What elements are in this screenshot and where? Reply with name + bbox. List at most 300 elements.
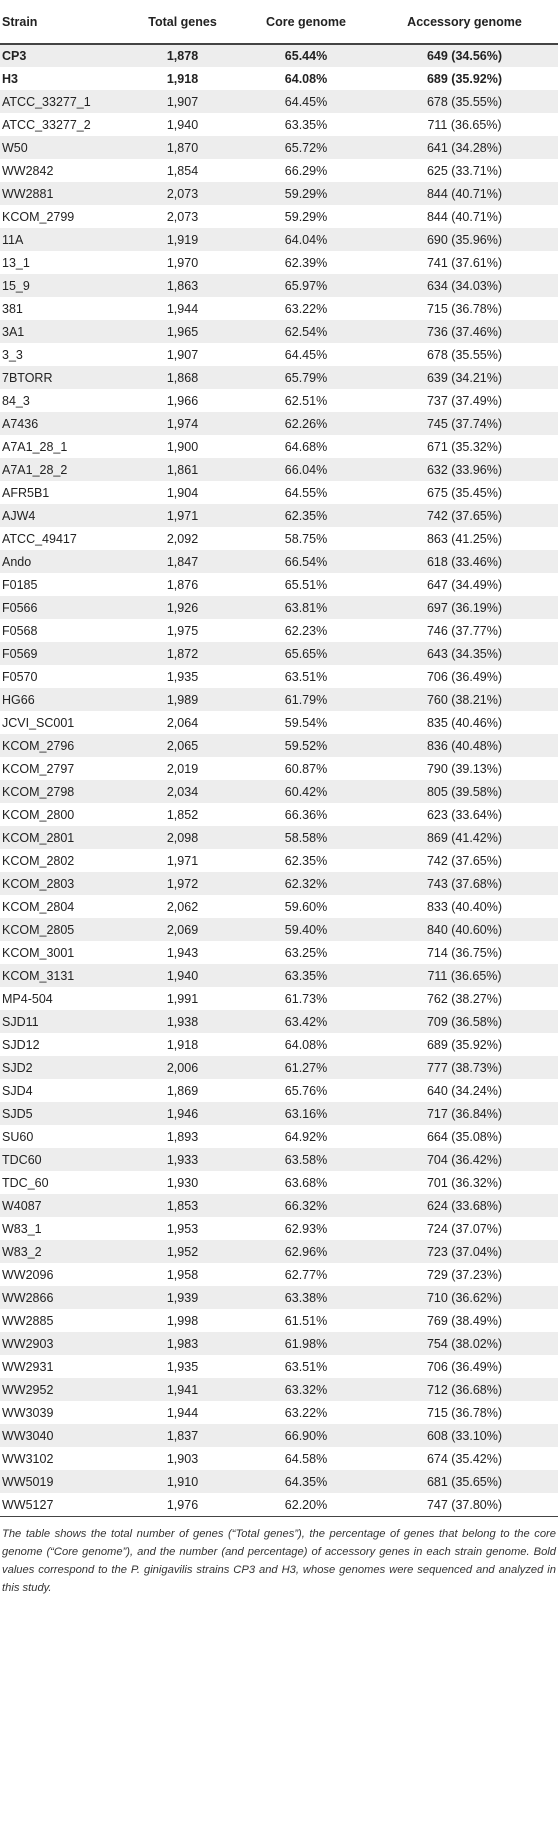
cell-core-genome: 59.29%: [284, 186, 328, 201]
cell-total-genes: 1,974: [166, 416, 199, 431]
cell-core-genome: 59.54%: [284, 715, 328, 730]
cell-strain: WW2931: [2, 1359, 54, 1374]
cell-total-genes: 2,073: [166, 186, 199, 201]
cell-core-genome: 63.35%: [284, 968, 328, 983]
cell-core-genome: 64.08%: [284, 1037, 328, 1052]
cell-strain: KCOM_2801: [2, 830, 75, 845]
cell-total-genes: 1,940: [166, 117, 199, 132]
cell-total-genes: 2,034: [166, 784, 199, 799]
cell-strain: H3: [2, 71, 18, 86]
cell-strain: CP3: [2, 49, 27, 63]
table-row: [0, 274, 558, 297]
cell-accessory-genome: 709 (36.58%): [426, 1014, 503, 1029]
cell-accessory-genome: 701 (36.32%): [426, 1175, 503, 1190]
cell-core-genome: 64.08%: [284, 71, 328, 86]
cell-strain: SJD5: [2, 1106, 33, 1121]
cell-accessory-genome: 844 (40.71%): [426, 209, 503, 224]
cell-core-genome: 63.16%: [284, 1106, 328, 1121]
cell-strain: KCOM_3131: [2, 968, 75, 983]
cell-accessory-genome: 714 (36.75%): [426, 945, 503, 960]
cell-accessory-genome: 689 (35.92%): [426, 71, 503, 86]
cell-strain: SU60: [2, 1129, 34, 1144]
cell-core-genome: 66.04%: [284, 462, 328, 477]
cell-strain: A7A1_28_2: [2, 462, 68, 477]
cell-accessory-genome: 769 (38.49%): [426, 1313, 503, 1328]
cell-accessory-genome: 790 (39.13%): [426, 761, 503, 776]
table-row: [0, 596, 558, 619]
cell-core-genome: 64.68%: [284, 439, 328, 454]
cell-strain: KCOM_2805: [2, 922, 75, 937]
table-row: [0, 113, 558, 136]
table-row: [0, 803, 558, 826]
cell-accessory-genome: 639 (34.21%): [426, 370, 503, 385]
cell-total-genes: 1,940: [166, 968, 199, 983]
table-row: [0, 872, 558, 895]
cell-strain: KCOM_2798: [2, 784, 75, 799]
cell-total-genes: 1,983: [166, 1336, 199, 1351]
cell-strain: ATCC_33277_1: [2, 94, 91, 109]
cell-core-genome: 65.51%: [284, 577, 328, 592]
cell-total-genes: 1,944: [166, 301, 199, 316]
cell-accessory-genome: 641 (34.28%): [426, 140, 503, 155]
table-row: [0, 67, 558, 90]
cell-core-genome: 64.55%: [284, 485, 328, 500]
cell-core-genome: 62.35%: [284, 853, 328, 868]
cell-core-genome: 63.38%: [284, 1290, 328, 1305]
cell-accessory-genome: 762 (38.27%): [426, 991, 503, 1006]
cell-strain: KCOM_2804: [2, 899, 75, 914]
table-row: [0, 412, 558, 435]
cell-core-genome: 65.97%: [284, 278, 328, 293]
cell-total-genes: 1,933: [166, 1152, 199, 1167]
cell-core-genome: 62.35%: [284, 508, 328, 523]
cell-core-genome: 63.32%: [284, 1382, 328, 1397]
table-row: [0, 1286, 558, 1309]
table-row: [0, 1033, 558, 1056]
cell-core-genome: 63.35%: [284, 117, 328, 132]
table-row: [0, 435, 558, 458]
cell-core-genome: 65.79%: [284, 370, 328, 385]
table-row: [0, 987, 558, 1010]
cell-accessory-genome: 710 (36.62%): [426, 1290, 503, 1305]
cell-total-genes: 2,019: [166, 761, 199, 776]
cell-strain: Ando: [2, 554, 32, 569]
cell-core-genome: 60.42%: [284, 784, 328, 799]
cell-total-genes: 1,872: [166, 646, 199, 661]
cell-accessory-genome: 746 (37.77%): [426, 623, 503, 638]
table-row: [0, 1332, 558, 1355]
cell-total-genes: 2,062: [166, 899, 199, 914]
cell-accessory-genome: 729 (37.23%): [426, 1267, 503, 1282]
cell-total-genes: 1,989: [166, 692, 199, 707]
cell-total-genes: 1,930: [166, 1175, 199, 1190]
cell-accessory-genome: 623 (33.64%): [426, 807, 503, 822]
cell-total-genes: 1,852: [166, 807, 199, 822]
cell-accessory-genome: 869 (41.42%): [426, 830, 503, 845]
cell-core-genome: 64.58%: [284, 1451, 328, 1466]
cell-total-genes: 1,854: [166, 163, 199, 178]
table-row: [0, 1148, 558, 1171]
cell-total-genes: 2,092: [166, 531, 199, 546]
cell-accessory-genome: 711 (36.65%): [427, 968, 502, 983]
cell-strain: 84_3: [2, 393, 30, 408]
table-row: [0, 1309, 558, 1332]
cell-core-genome: 62.23%: [284, 623, 328, 638]
cell-core-genome: 62.54%: [284, 324, 328, 339]
cell-strain: 381: [2, 301, 23, 316]
cell-strain: WW2903: [2, 1336, 54, 1351]
cell-accessory-genome: 678 (35.55%): [426, 347, 503, 362]
cell-total-genes: 1,918: [166, 71, 199, 86]
cell-total-genes: 2,073: [166, 209, 199, 224]
cell-core-genome: 62.39%: [284, 255, 328, 270]
cell-strain: TDC60: [2, 1152, 42, 1167]
cell-accessory-genome: 863 (41.25%): [426, 531, 503, 546]
cell-strain: SJD12: [2, 1037, 40, 1052]
cell-accessory-genome: 634 (34.03%): [426, 278, 503, 293]
table-row: [0, 1217, 558, 1240]
cell-accessory-genome: 711 (36.65%): [427, 117, 502, 132]
table-row: [0, 757, 558, 780]
cell-total-genes: 1,938: [166, 1014, 199, 1029]
cell-core-genome: 63.68%: [284, 1175, 328, 1190]
cell-core-genome: 60.87%: [284, 761, 328, 776]
table-row: [0, 895, 558, 918]
cell-total-genes: 1,943: [166, 945, 199, 960]
table-row: [0, 44, 558, 67]
cell-strain: KCOM_2797: [2, 761, 75, 776]
cell-core-genome: 65.65%: [284, 646, 328, 661]
table-row: [0, 1424, 558, 1447]
cell-accessory-genome: 704 (36.42%): [426, 1152, 503, 1167]
cell-accessory-genome: 697 (36.19%): [426, 600, 503, 615]
cell-core-genome: 58.58%: [284, 830, 328, 845]
table-row: [0, 711, 558, 734]
cell-core-genome: 58.75%: [284, 531, 328, 546]
cell-accessory-genome: 777 (38.73%): [426, 1060, 503, 1075]
cell-accessory-genome: 647 (34.49%): [426, 577, 503, 592]
cell-strain: W4087: [2, 1198, 42, 1213]
cell-core-genome: 66.36%: [284, 807, 328, 822]
cell-accessory-genome: 833 (40.40%): [426, 899, 503, 914]
table-row: [0, 159, 558, 182]
cell-core-genome: 61.98%: [284, 1336, 328, 1351]
cell-total-genes: 1,966: [166, 393, 199, 408]
table-row: [0, 1355, 558, 1378]
cell-total-genes: 2,098: [166, 830, 199, 845]
cell-core-genome: 63.22%: [284, 301, 328, 316]
cell-core-genome: 62.20%: [284, 1497, 328, 1512]
cell-strain: F0185: [2, 577, 38, 592]
table-row: [0, 320, 558, 343]
cell-total-genes: 1,919: [166, 232, 199, 247]
cell-core-genome: 62.51%: [284, 393, 328, 408]
cell-accessory-genome: 618 (33.46%): [426, 554, 503, 569]
cell-strain: JCVI_SC001: [2, 715, 75, 730]
cell-total-genes: 1,853: [166, 1198, 199, 1213]
cell-core-genome: 63.51%: [284, 669, 328, 684]
cell-accessory-genome: 671 (35.32%): [426, 439, 503, 454]
cell-core-genome: 59.29%: [284, 209, 328, 224]
table-row: [0, 1378, 558, 1401]
cell-total-genes: 1,965: [166, 324, 199, 339]
cell-strain: WW3039: [2, 1405, 54, 1420]
cell-strain: W50: [2, 140, 28, 155]
cell-strain: AFR5B1: [2, 485, 50, 500]
cell-strain: MP4-504: [2, 991, 53, 1006]
cell-total-genes: 1,876: [166, 577, 199, 592]
table-body: [0, 44, 558, 1516]
table-footnote: The table shows the total number of genes (“Total genes”), the percentage of genes that belong to the core genome (“Core genome”), and the number (and percentage) of accessory genes in each strain genome. Bold values correspond to the P. ginigavilis strains CP3 and H3, whose genomes were sequenced and analyzed in this study.: [0, 1516, 558, 1597]
cell-core-genome: 66.90%: [284, 1428, 328, 1443]
cell-total-genes: 1,837: [166, 1428, 199, 1443]
cell-total-genes: 1,903: [166, 1451, 199, 1466]
table-row: [0, 90, 558, 113]
cell-total-genes: 1,869: [166, 1083, 199, 1098]
cell-total-genes: 1,907: [166, 347, 199, 362]
cell-total-genes: 1,939: [166, 1290, 199, 1305]
cell-core-genome: 64.45%: [284, 94, 328, 109]
cell-accessory-genome: 706 (36.49%): [426, 669, 503, 684]
cell-strain: ATCC_33277_2: [2, 117, 91, 132]
cell-total-genes: 1,941: [166, 1382, 199, 1397]
cell-core-genome: 59.40%: [284, 922, 328, 937]
table-row: [0, 1010, 558, 1033]
table-row: [0, 619, 558, 642]
table-row: [0, 527, 558, 550]
table-row: [0, 1447, 558, 1470]
cell-total-genes: 1,907: [166, 94, 199, 109]
cell-accessory-genome: 754 (38.02%): [426, 1336, 503, 1351]
cell-strain: WW2885: [2, 1313, 54, 1328]
cell-core-genome: 61.27%: [284, 1060, 328, 1075]
table-row: [0, 504, 558, 527]
cell-core-genome: 65.76%: [284, 1083, 328, 1098]
cell-strain: F0570: [2, 669, 38, 684]
table-row: [0, 941, 558, 964]
cell-total-genes: 1,971: [166, 508, 199, 523]
table-row: [0, 665, 558, 688]
cell-accessory-genome: 643 (34.35%): [426, 646, 503, 661]
table-row: [0, 343, 558, 366]
cell-accessory-genome: 640 (34.24%): [426, 1083, 503, 1098]
table-row: [0, 550, 558, 573]
cell-strain: F0568: [2, 623, 38, 638]
table-row: [0, 1171, 558, 1194]
cell-core-genome: 63.22%: [284, 1405, 328, 1420]
cell-accessory-genome: 747 (37.80%): [426, 1497, 503, 1512]
table-row: [0, 1401, 558, 1424]
cell-accessory-genome: 649 (34.56%): [426, 49, 503, 63]
cell-strain: WW2881: [2, 186, 54, 201]
cell-core-genome: 62.77%: [284, 1267, 328, 1282]
cell-total-genes: 1,970: [166, 255, 199, 270]
cell-accessory-genome: 675 (35.45%): [426, 485, 503, 500]
cell-total-genes: 1,946: [166, 1106, 199, 1121]
cell-accessory-genome: 737 (37.49%): [426, 393, 503, 408]
cell-accessory-genome: 717 (36.84%): [426, 1106, 503, 1121]
cell-strain: A7A1_28_1: [2, 439, 68, 454]
cell-core-genome: 64.45%: [284, 347, 328, 362]
cell-strain: TDC_60: [2, 1175, 49, 1190]
table-row: [0, 1493, 558, 1516]
table-row: [0, 182, 558, 205]
table-row: [0, 228, 558, 251]
cell-strain: 15_9: [2, 278, 30, 293]
cell-strain: W83_1: [2, 1221, 42, 1236]
cell-strain: WW3040: [2, 1428, 54, 1443]
cell-strain: SJD11: [2, 1014, 39, 1029]
cell-strain: 3_3: [2, 347, 23, 362]
cell-strain: WW2842: [2, 163, 54, 178]
table-row: [0, 136, 558, 159]
cell-accessory-genome: 844 (40.71%): [426, 186, 503, 201]
cell-core-genome: 63.51%: [284, 1359, 328, 1374]
cell-accessory-genome: 724 (37.07%): [426, 1221, 503, 1236]
header-strain: Strain: [0, 0, 124, 44]
cell-accessory-genome: 836 (40.48%): [426, 738, 503, 753]
cell-total-genes: 1,878: [166, 49, 199, 63]
cell-strain: WW2952: [2, 1382, 54, 1397]
cell-core-genome: 63.25%: [284, 945, 328, 960]
cell-accessory-genome: 690 (35.96%): [426, 232, 503, 247]
header-core-genome: Core genome: [241, 0, 371, 44]
cell-total-genes: 2,006: [166, 1060, 199, 1075]
cell-accessory-genome: 625 (33.71%): [426, 163, 503, 178]
table-row: [0, 688, 558, 711]
cell-core-genome: 61.73%: [284, 991, 328, 1006]
cell-strain: W83_2: [2, 1244, 42, 1259]
table-row: [0, 251, 558, 274]
cell-accessory-genome: 723 (37.04%): [426, 1244, 503, 1259]
cell-total-genes: 1,944: [166, 1405, 199, 1420]
cell-total-genes: 1,972: [166, 876, 199, 891]
table-row: [0, 458, 558, 481]
cell-core-genome: 63.58%: [284, 1152, 328, 1167]
table-row: [0, 1125, 558, 1148]
cell-strain: F0569: [2, 646, 38, 661]
cell-total-genes: 1,847: [166, 554, 199, 569]
table-row: [0, 481, 558, 504]
cell-accessory-genome: 760 (38.21%): [426, 692, 503, 707]
table-row: [0, 1056, 558, 1079]
header-total-genes: Total genes: [124, 0, 241, 44]
table-row: [0, 918, 558, 941]
cell-total-genes: 1,910: [166, 1474, 199, 1489]
cell-accessory-genome: 742 (37.65%): [426, 853, 503, 868]
table-row: [0, 1102, 558, 1125]
cell-accessory-genome: 632 (33.96%): [426, 462, 503, 477]
cell-total-genes: 1,893: [166, 1129, 199, 1144]
cell-strain: SJD2: [2, 1060, 33, 1075]
cell-total-genes: 1,900: [166, 439, 199, 454]
cell-strain: KCOM_2800: [2, 807, 75, 822]
cell-core-genome: 64.92%: [284, 1129, 328, 1144]
cell-total-genes: 1,958: [166, 1267, 199, 1282]
cell-total-genes: 1,918: [166, 1037, 199, 1052]
cell-core-genome: 64.04%: [284, 232, 328, 247]
cell-accessory-genome: 835 (40.46%): [426, 715, 503, 730]
cell-total-genes: 2,064: [166, 715, 199, 730]
cell-core-genome: 62.96%: [284, 1244, 328, 1259]
cell-core-genome: 66.54%: [284, 554, 328, 569]
cell-core-genome: 62.32%: [284, 876, 328, 891]
cell-accessory-genome: 664 (35.08%): [426, 1129, 503, 1144]
cell-core-genome: 63.42%: [284, 1014, 328, 1029]
cell-accessory-genome: 674 (35.42%): [426, 1451, 503, 1466]
table-row: [0, 1079, 558, 1102]
cell-total-genes: 1,904: [166, 485, 199, 500]
cell-core-genome: 64.35%: [284, 1474, 328, 1489]
cell-strain: AJW4: [2, 508, 36, 523]
cell-strain: WW5127: [2, 1497, 54, 1512]
table-row: [0, 1240, 558, 1263]
header-accessory-genome: Accessory genome: [371, 0, 558, 44]
cell-total-genes: 1,935: [166, 1359, 199, 1374]
cell-core-genome: 61.79%: [284, 692, 328, 707]
cell-strain: KCOM_2803: [2, 876, 75, 891]
cell-total-genes: 1,863: [166, 278, 199, 293]
cell-total-genes: 1,935: [166, 669, 199, 684]
cell-strain: KCOM_2799: [2, 209, 75, 224]
cell-accessory-genome: 608 (33.10%): [426, 1428, 503, 1443]
cell-total-genes: 2,069: [166, 922, 199, 937]
cell-total-genes: 1,953: [166, 1221, 199, 1236]
cell-core-genome: 63.81%: [284, 600, 328, 615]
cell-total-genes: 1,976: [166, 1497, 199, 1512]
cell-accessory-genome: 678 (35.55%): [426, 94, 503, 109]
cell-strain: ATCC_49417: [2, 531, 77, 546]
table-row: [0, 1194, 558, 1217]
cell-accessory-genome: 715 (36.78%): [426, 301, 503, 316]
table-row: [0, 1470, 558, 1493]
cell-accessory-genome: 706 (36.49%): [426, 1359, 503, 1374]
table-row: [0, 297, 558, 320]
table-header: [0, 0, 558, 44]
cell-strain: HG66: [2, 692, 35, 707]
table-row: [0, 642, 558, 665]
cell-core-genome: 65.44%: [284, 49, 328, 63]
cell-strain: WW2096: [2, 1267, 54, 1282]
table-row: [0, 573, 558, 596]
cell-strain: F0566: [2, 600, 38, 615]
cell-core-genome: 66.32%: [284, 1198, 328, 1213]
cell-strain: WW5019: [2, 1474, 54, 1489]
cell-core-genome: 61.51%: [284, 1313, 328, 1328]
table-row: [0, 780, 558, 803]
cell-strain: KCOM_2802: [2, 853, 75, 868]
cell-core-genome: 59.60%: [284, 899, 328, 914]
cell-total-genes: 1,971: [166, 853, 199, 868]
table-row: [0, 964, 558, 987]
table-row: [0, 1263, 558, 1286]
cell-accessory-genome: 624 (33.68%): [426, 1198, 503, 1213]
cell-accessory-genome: 712 (36.68%): [426, 1382, 503, 1397]
cell-total-genes: 1,998: [166, 1313, 199, 1328]
cell-core-genome: 65.72%: [284, 140, 328, 155]
cell-accessory-genome: 805 (39.58%): [426, 784, 503, 799]
cell-accessory-genome: 743 (37.68%): [426, 876, 503, 891]
table-row: [0, 826, 558, 849]
cell-core-genome: 66.29%: [284, 163, 328, 178]
cell-accessory-genome: 745 (37.74%): [426, 416, 503, 431]
cell-strain: 11A: [2, 232, 24, 247]
cell-strain: WW3102: [2, 1451, 54, 1466]
cell-strain: 7BTORR: [2, 370, 53, 385]
table-row: [0, 366, 558, 389]
cell-accessory-genome: 715 (36.78%): [426, 1405, 503, 1420]
cell-accessory-genome: 681 (35.65%): [426, 1474, 503, 1489]
